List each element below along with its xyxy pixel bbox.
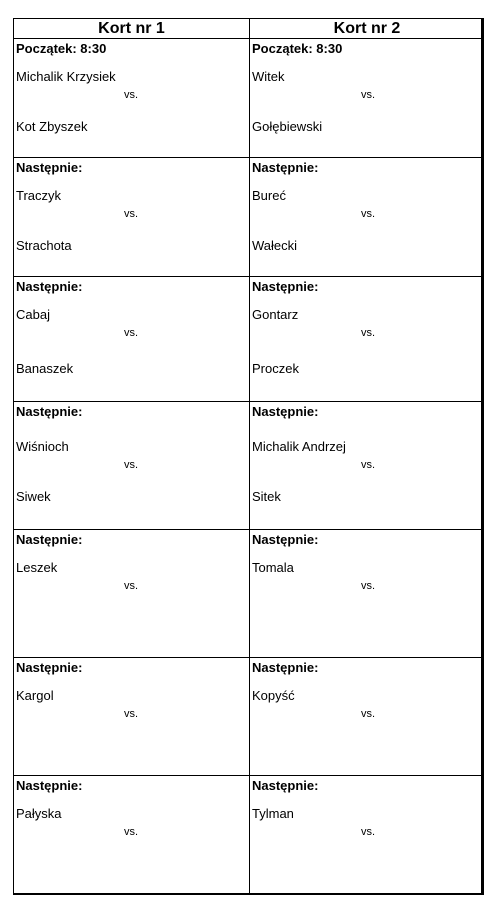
match-time-label: Następnie: [16, 160, 83, 175]
player-2-name: Gołębiewski [252, 119, 323, 134]
player-1-name: Wiśnioch [16, 439, 69, 454]
player-1-name: Gontarz [252, 307, 299, 322]
match-time-label: Następnie: [252, 404, 319, 419]
player-2-name: Sitek [252, 489, 281, 504]
match-time-label: Następnie: [252, 778, 319, 793]
court-1-column [14, 19, 249, 894]
match-block [14, 776, 249, 895]
match-time-label: Następnie: [16, 660, 83, 675]
match-block [250, 530, 484, 658]
player-1-name: Michalik Krzysiek [16, 69, 116, 84]
versus-label: vs. [361, 580, 376, 592]
versus-label: vs. [361, 327, 376, 339]
player-1-name: Kopyść [252, 688, 295, 703]
match-block [14, 277, 249, 402]
match-block [250, 39, 484, 158]
match-time-label: Początek: 8:30 [252, 41, 343, 56]
player-2-name: Kot Zbyszek [16, 119, 88, 134]
versus-label: vs. [124, 826, 139, 838]
match-time-label: Następnie: [252, 160, 319, 175]
match-time-label: Następnie: [252, 279, 319, 294]
match-time-label: Następnie: [16, 279, 83, 294]
sheet-border-bottom [13, 893, 484, 895]
versus-label: vs. [361, 708, 376, 720]
match-block [14, 402, 249, 530]
player-1-name: Bureć [252, 188, 286, 203]
court-1-header: Kort nr 1 [14, 19, 249, 39]
player-1-name: Kargol [16, 688, 54, 703]
player-2-name: Strachota [16, 238, 72, 253]
match-time-label: Następnie: [16, 778, 83, 793]
match-block [250, 658, 484, 776]
match-time-label: Początek: 8:30 [16, 41, 107, 56]
player-2-name: Siwek [16, 489, 51, 504]
match-block [250, 776, 484, 895]
player-2-name: Banaszek [16, 361, 74, 376]
versus-label: vs. [124, 580, 139, 592]
match-block [14, 158, 249, 277]
versus-label: vs. [361, 208, 376, 220]
versus-label: vs. [361, 459, 376, 471]
court-2-header: Kort nr 2 [250, 19, 484, 39]
match-time-label: Następnie: [252, 532, 319, 547]
player-1-name: Pałyska [16, 806, 62, 821]
player-1-name: Cabaj [16, 307, 50, 322]
versus-label: vs. [361, 826, 376, 838]
player-1-name: Tomala [252, 560, 294, 575]
match-block [250, 158, 484, 277]
match-block [250, 277, 484, 402]
player-2-name: Proczek [252, 361, 299, 376]
match-block [14, 658, 249, 776]
match-time-label: Następnie: [16, 404, 83, 419]
court-2-column [249, 19, 484, 894]
match-block [14, 530, 249, 658]
match-block [250, 402, 484, 530]
versus-label: vs. [361, 89, 376, 101]
versus-label: vs. [124, 708, 139, 720]
player-1-name: Traczyk [16, 188, 62, 203]
versus-label: vs. [124, 208, 139, 220]
player-1-name: Witek [252, 69, 285, 84]
match-time-label: Następnie: [16, 532, 83, 547]
sheet-border-right [481, 18, 484, 895]
player-1-name: Tylman [252, 806, 294, 821]
schedule-sheet [13, 18, 483, 895]
player-1-name: Leszek [16, 560, 58, 575]
match-block [14, 39, 249, 158]
versus-label: vs. [124, 327, 139, 339]
match-time-label: Następnie: [252, 660, 319, 675]
versus-label: vs. [124, 89, 139, 101]
player-2-name: Wałecki [252, 238, 298, 253]
player-1-name: Michalik Andrzej [252, 439, 346, 454]
versus-label: vs. [124, 459, 139, 471]
